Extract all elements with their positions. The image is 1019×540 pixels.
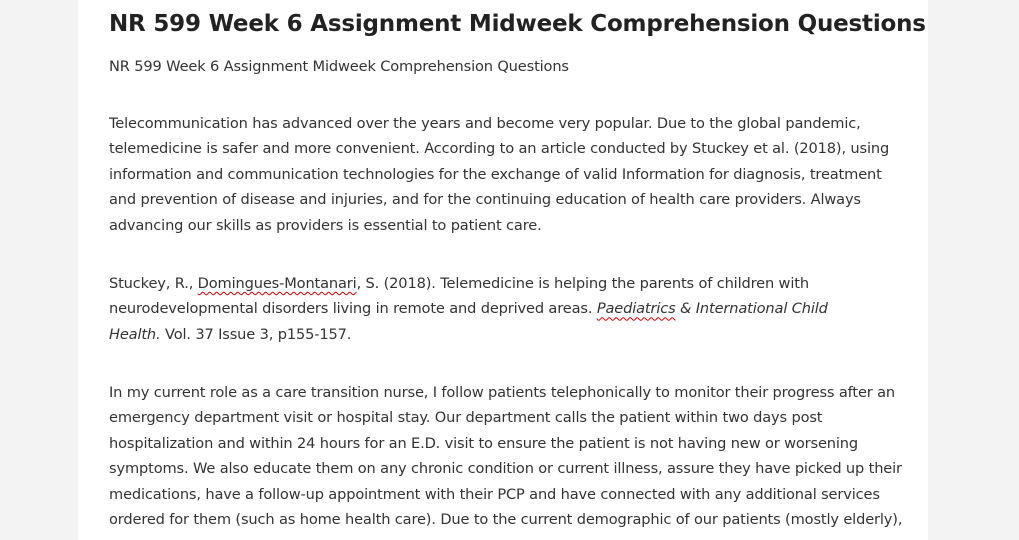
citation-author-misspelled: Domingues-Montanari (197, 275, 357, 292)
citation-author: Stuckey, R., (109, 275, 198, 292)
paragraph-line: telemedicine is safer and more convenient. According to an article conducted by Stuckey et al. (2018), using (109, 140, 890, 158)
citation-volume: Vol. 37 Issue 3, p155-157. (160, 325, 352, 343)
paragraph-line: and prevention of disease and injuries, and for the continuing education of health care providers. Always (109, 191, 861, 209)
paragraph-line: ordered for them (such as home health care). Due to the current demographic of our patients (mostly elderly), (109, 511, 903, 529)
intro-paragraph (109, 111, 899, 238)
page-title: NR 599 Week 6 Assignment Midweek Comprehension Questions (109, 11, 926, 37)
paragraph-line: advancing our skills as providers is essential to patient care. (109, 216, 542, 234)
paragraph-line: information and communication technologies for the exchange of valid Information for diagnosis, treatment (109, 165, 882, 183)
citation-journal: & International Child (675, 300, 828, 318)
paragraph-line: hospitalization and within 24 hours for an E.D. visit to ensure the patient is not having new or worsening (109, 434, 859, 452)
reference-citation (109, 271, 899, 347)
citation-line-1 (109, 271, 899, 296)
paragraph-line: emergency department visit or hospital stay. Our department calls the patient within two days post (109, 409, 823, 427)
role-paragraph (109, 380, 903, 532)
citation-text: neurodevelopmental disorders living in remote and deprived areas. (109, 300, 597, 318)
citation-line-3 (109, 322, 899, 347)
paragraph-line: symptoms. We also educate them on any chronic condition or current illness, assure they have picked up their (109, 460, 902, 478)
citation-journal-misspelled: Paediatrics (596, 300, 676, 318)
citation-line-2 (109, 296, 899, 321)
paragraph-line: medications, have a follow-up appointment with their PCP and have connected with any additional services (109, 485, 880, 503)
paragraph-line: In my current role as a care transition nurse, I follow patients telephonically to monitor their progress after an (109, 384, 895, 401)
article-subtitle: NR 599 Week 6 Assignment Midweek Comprehension Questions (109, 58, 569, 75)
citation-journal: Health. (109, 325, 161, 343)
citation-text: , S. (2018). Telemedicine is helping the parents of children with (356, 275, 809, 292)
paragraph-line: Telecommunication has advanced over the years and become very popular. Due to the global pandemic, (109, 115, 861, 132)
article-page (78, 0, 928, 540)
